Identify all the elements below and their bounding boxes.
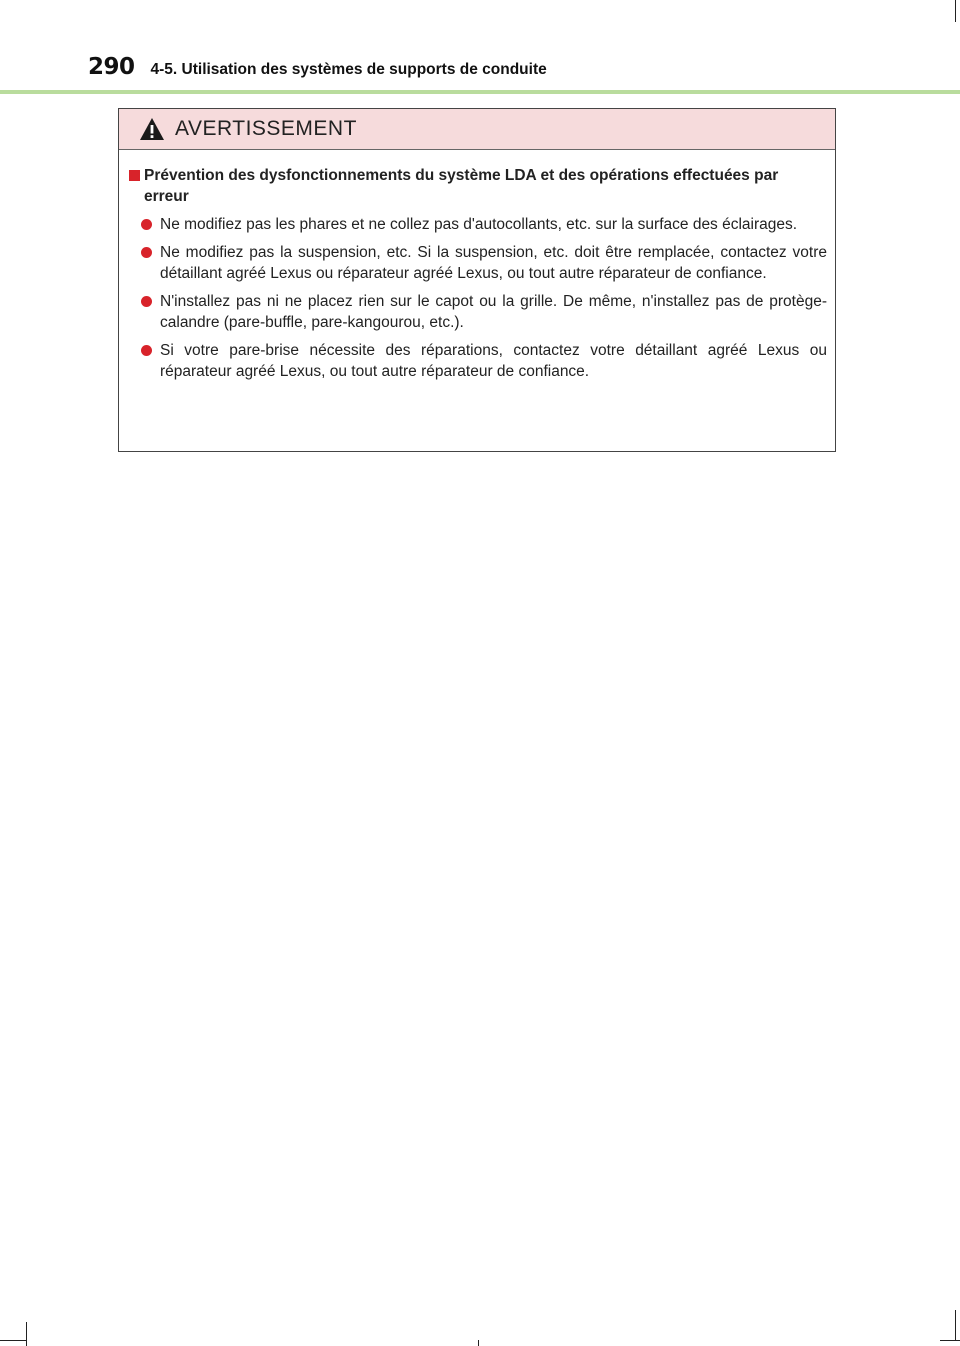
list-item-text: N'installez pas ni ne placez rien sur le capot ou la grille. De même, n'installez pas de protège-calandre (pare-buffle, pare-kangourou, etc.). (160, 293, 827, 331)
list-item-text: Ne modifiez pas la suspension, etc. Si la suspension, etc. doit être remplacée, contactez votre détaillant agréé Lexus ou réparateur agréé Lexus, ou tout autre réparateur de confiance. (160, 244, 827, 282)
crop-mark (940, 1340, 960, 1341)
warning-box (118, 108, 836, 452)
list-item (141, 214, 827, 235)
list-item (141, 291, 827, 333)
crop-mark (0, 1340, 26, 1341)
warning-triangle-icon (139, 117, 165, 141)
warning-title: AVERTISSEMENT (175, 117, 357, 140)
red-square-bullet-icon (129, 170, 140, 181)
red-dot-bullet-icon (141, 345, 152, 356)
red-dot-bullet-icon (141, 219, 152, 230)
list-item (141, 340, 827, 382)
header-divider (0, 90, 960, 94)
warning-body (119, 150, 835, 382)
warning-header (119, 109, 835, 150)
crop-mark (478, 1340, 479, 1346)
warning-topic-text: Prévention des dysfonctionnements du système LDA et des opérations effectuées par erreur (144, 167, 779, 205)
page-header (88, 54, 547, 88)
crop-mark (955, 0, 956, 22)
list-item-text: Si votre pare-brise nécessite des réparations, contactez votre détaillant agréé Lexus ou réparateur agréé Lexus, ou tout autre réparateur de confiance. (160, 342, 827, 380)
red-dot-bullet-icon (141, 247, 152, 258)
crop-mark (955, 1310, 956, 1340)
list-item-text: Ne modifiez pas les phares et ne collez pas d'autocollants, etc. sur la surface des éclairages. (160, 216, 798, 233)
list-item (141, 242, 827, 284)
crop-mark (26, 1322, 27, 1346)
page-number: 290 (88, 54, 135, 80)
red-dot-bullet-icon (141, 296, 152, 307)
warning-topic (129, 165, 827, 207)
section-title: 4-5. Utilisation des systèmes de supports de conduite (150, 61, 547, 78)
